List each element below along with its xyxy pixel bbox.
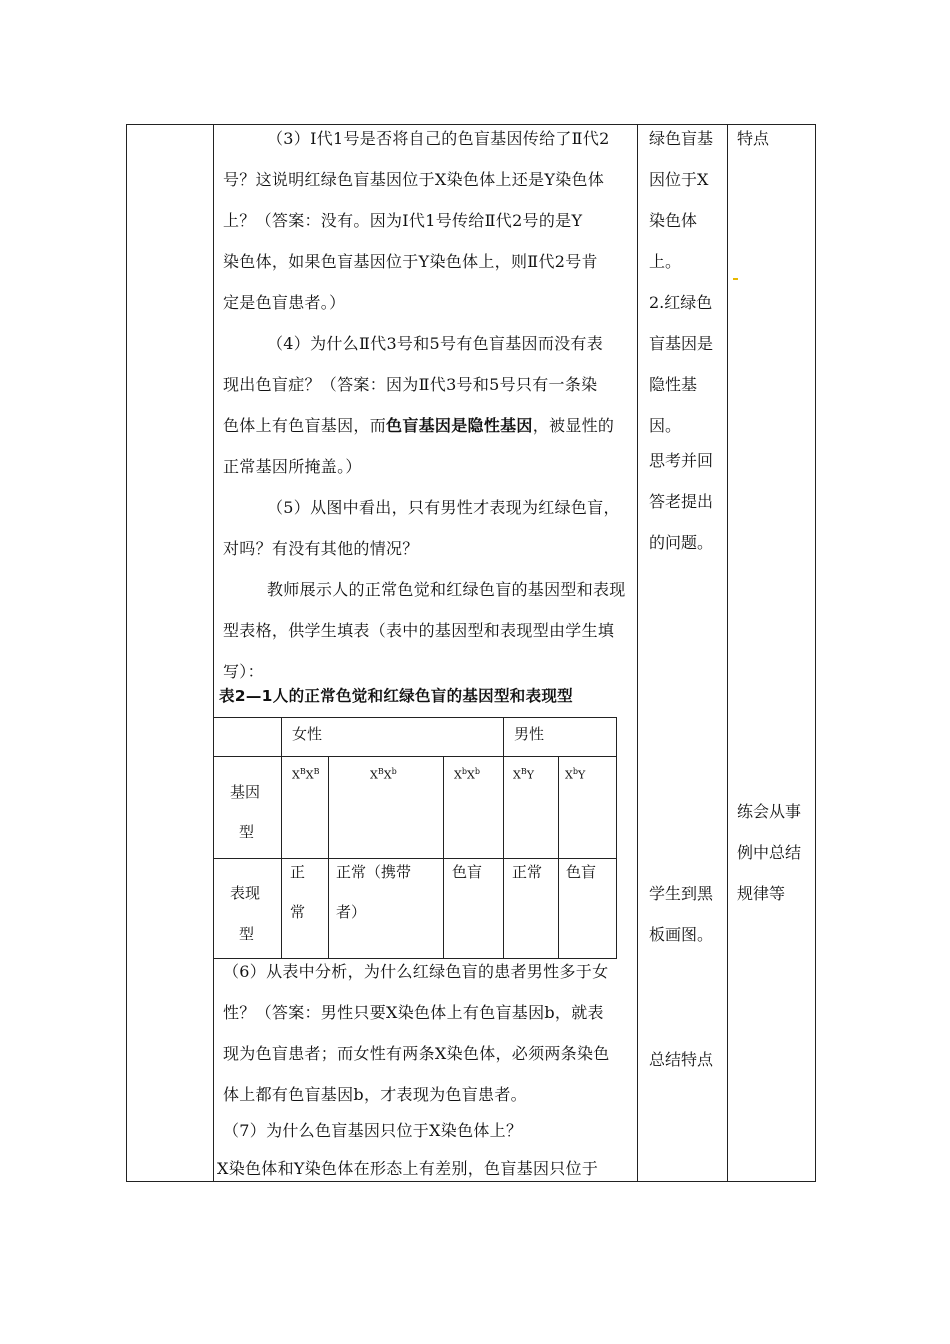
student-text: 因位于X bbox=[649, 170, 709, 189]
note-text: 练会从事 bbox=[737, 802, 802, 821]
genotype-cell: $X^bY$ bbox=[565, 767, 586, 782]
recessive-gene-emphasis: 色盲基因是隐性基因 bbox=[386, 416, 533, 435]
genotype-phenotype-table bbox=[213, 717, 617, 959]
row-divider bbox=[214, 858, 616, 859]
student-text: 绿色盲基 bbox=[649, 129, 714, 148]
column-divider bbox=[637, 125, 638, 1181]
table-title: 表2—1人的正常色觉和红绿色盲的基因型和表现型 bbox=[219, 687, 573, 705]
header-male: 男性 bbox=[514, 725, 545, 743]
row-divider bbox=[214, 756, 616, 757]
student-text: 盲基因是 bbox=[649, 334, 714, 353]
genotype-label: 型 bbox=[239, 823, 255, 841]
genotype-cell: $X^BY$ bbox=[513, 767, 534, 782]
paragraph-8-line-1: （7）为什么色盲基因只位于X染色体上？ bbox=[223, 1121, 523, 1140]
paragraph-4-text: 色体上有色盲基因，而 bbox=[223, 416, 387, 435]
paragraph-7-line-1: （6）从表中分析，为什么红绿色盲的患者男性多于女 bbox=[223, 962, 609, 981]
phenotype-cell: 正 bbox=[290, 863, 306, 881]
phenotype-cell: 色盲 bbox=[452, 863, 483, 881]
paragraph-7-line-2: 性？（答案：男性只要X染色体上有色盲基因b，就表 bbox=[223, 1003, 604, 1022]
paragraph-4-line-3 bbox=[223, 405, 614, 446]
student-text: 学生到黑 bbox=[649, 884, 714, 903]
phenotype-cell: 正常（携带 bbox=[336, 863, 412, 881]
column-divider bbox=[727, 125, 728, 1181]
note-text: 规律等 bbox=[737, 884, 786, 903]
paragraph-3-line-2: 号？这说明红绿色盲基因位于X染色体上还是Y染色体 bbox=[223, 170, 605, 189]
student-text: 上。 bbox=[649, 252, 682, 271]
note-text: 特点 bbox=[737, 129, 770, 148]
paragraph-3-line-5: 定是色盲患者。） bbox=[223, 293, 346, 312]
lesson-plan-table bbox=[126, 124, 816, 1182]
paragraph-7-line-4: 体上都有色盲基因b，才表现为色盲患者。 bbox=[223, 1085, 527, 1104]
phenotype-cell: 色盲 bbox=[566, 863, 597, 881]
col-divider bbox=[558, 756, 559, 958]
col-divider bbox=[443, 756, 444, 958]
paragraph-4-line-1: （4）为什么Ⅱ代3号和5号有色盲基因而没有表 bbox=[267, 334, 604, 353]
student-text: 染色体 bbox=[649, 211, 698, 230]
paragraph-3-line-3: 上？（答案：没有。因为Ⅰ代1号传给Ⅱ代2号的是Y bbox=[223, 211, 583, 230]
col-divider bbox=[328, 756, 329, 958]
phenotype-cell: 正常 bbox=[512, 863, 543, 881]
student-text: 板画图。 bbox=[649, 925, 714, 944]
paragraph-7-line-3: 现为色盲患者；而女性有两条X染色体，必须两条染色 bbox=[223, 1044, 610, 1063]
student-text: 总结特点 bbox=[649, 1050, 714, 1069]
student-text: 2.红绿色 bbox=[649, 293, 713, 312]
paragraph-8-line-2: X染色体和Y染色体在形态上有差别，色盲基因只位于 bbox=[217, 1159, 599, 1178]
header-female: 女性 bbox=[292, 725, 323, 743]
genotype-cell: $X^bX^b$ bbox=[454, 767, 480, 782]
phenotype-cell: 者） bbox=[336, 903, 367, 921]
paragraph-4-line-2: 现出色盲症？（答案：因为Ⅱ代3号和5号只有一条染 bbox=[223, 375, 598, 394]
yellow-mark bbox=[733, 278, 738, 280]
genotype-cell: $X^BX^B$ bbox=[292, 767, 320, 782]
student-text: 答老提出 bbox=[649, 492, 714, 511]
genotype-cell: $X^BX^b$ bbox=[370, 767, 397, 782]
note-text: 例中总结 bbox=[737, 843, 802, 862]
paragraph-5-line-2: 对吗？有没有其他的情况？ bbox=[223, 539, 419, 558]
paragraph-3-line-4: 染色体，如果色盲基因位于Y染色体上，则Ⅱ代2号肯 bbox=[223, 252, 598, 271]
genotype-label: 基因 bbox=[230, 783, 261, 801]
paragraph-4-text: ，被显性的 bbox=[532, 416, 615, 435]
paragraph-3-line-1: （3）Ⅰ代1号是否将自己的色盲基因传给了Ⅱ代2 bbox=[267, 129, 610, 148]
paragraph-5-line-1: （5）从图中看出，只有男性才表现为红绿色盲， bbox=[267, 498, 620, 517]
student-text: 思考并回 bbox=[649, 451, 714, 470]
col-divider bbox=[503, 718, 504, 958]
phenotype-cell: 常 bbox=[290, 903, 306, 921]
paragraph-4-line-4: 正常基因所掩盖。） bbox=[223, 457, 362, 476]
paragraph-6-line-1: 教师展示人的正常色觉和红绿色盲的基因型和表现 bbox=[267, 580, 626, 599]
student-text: 的问题。 bbox=[649, 533, 714, 552]
student-text: 隐性基 bbox=[649, 375, 698, 394]
phenotype-label: 型 bbox=[239, 925, 255, 943]
paragraph-6-line-2: 型表格，供学生填表（表中的基因型和表现型由学生填 bbox=[223, 621, 615, 640]
phenotype-label: 表现 bbox=[230, 884, 261, 902]
column-divider bbox=[213, 125, 214, 1181]
col-divider bbox=[281, 718, 282, 958]
student-text: 因。 bbox=[649, 416, 682, 435]
paragraph-6-line-3: 写）： bbox=[223, 662, 264, 681]
